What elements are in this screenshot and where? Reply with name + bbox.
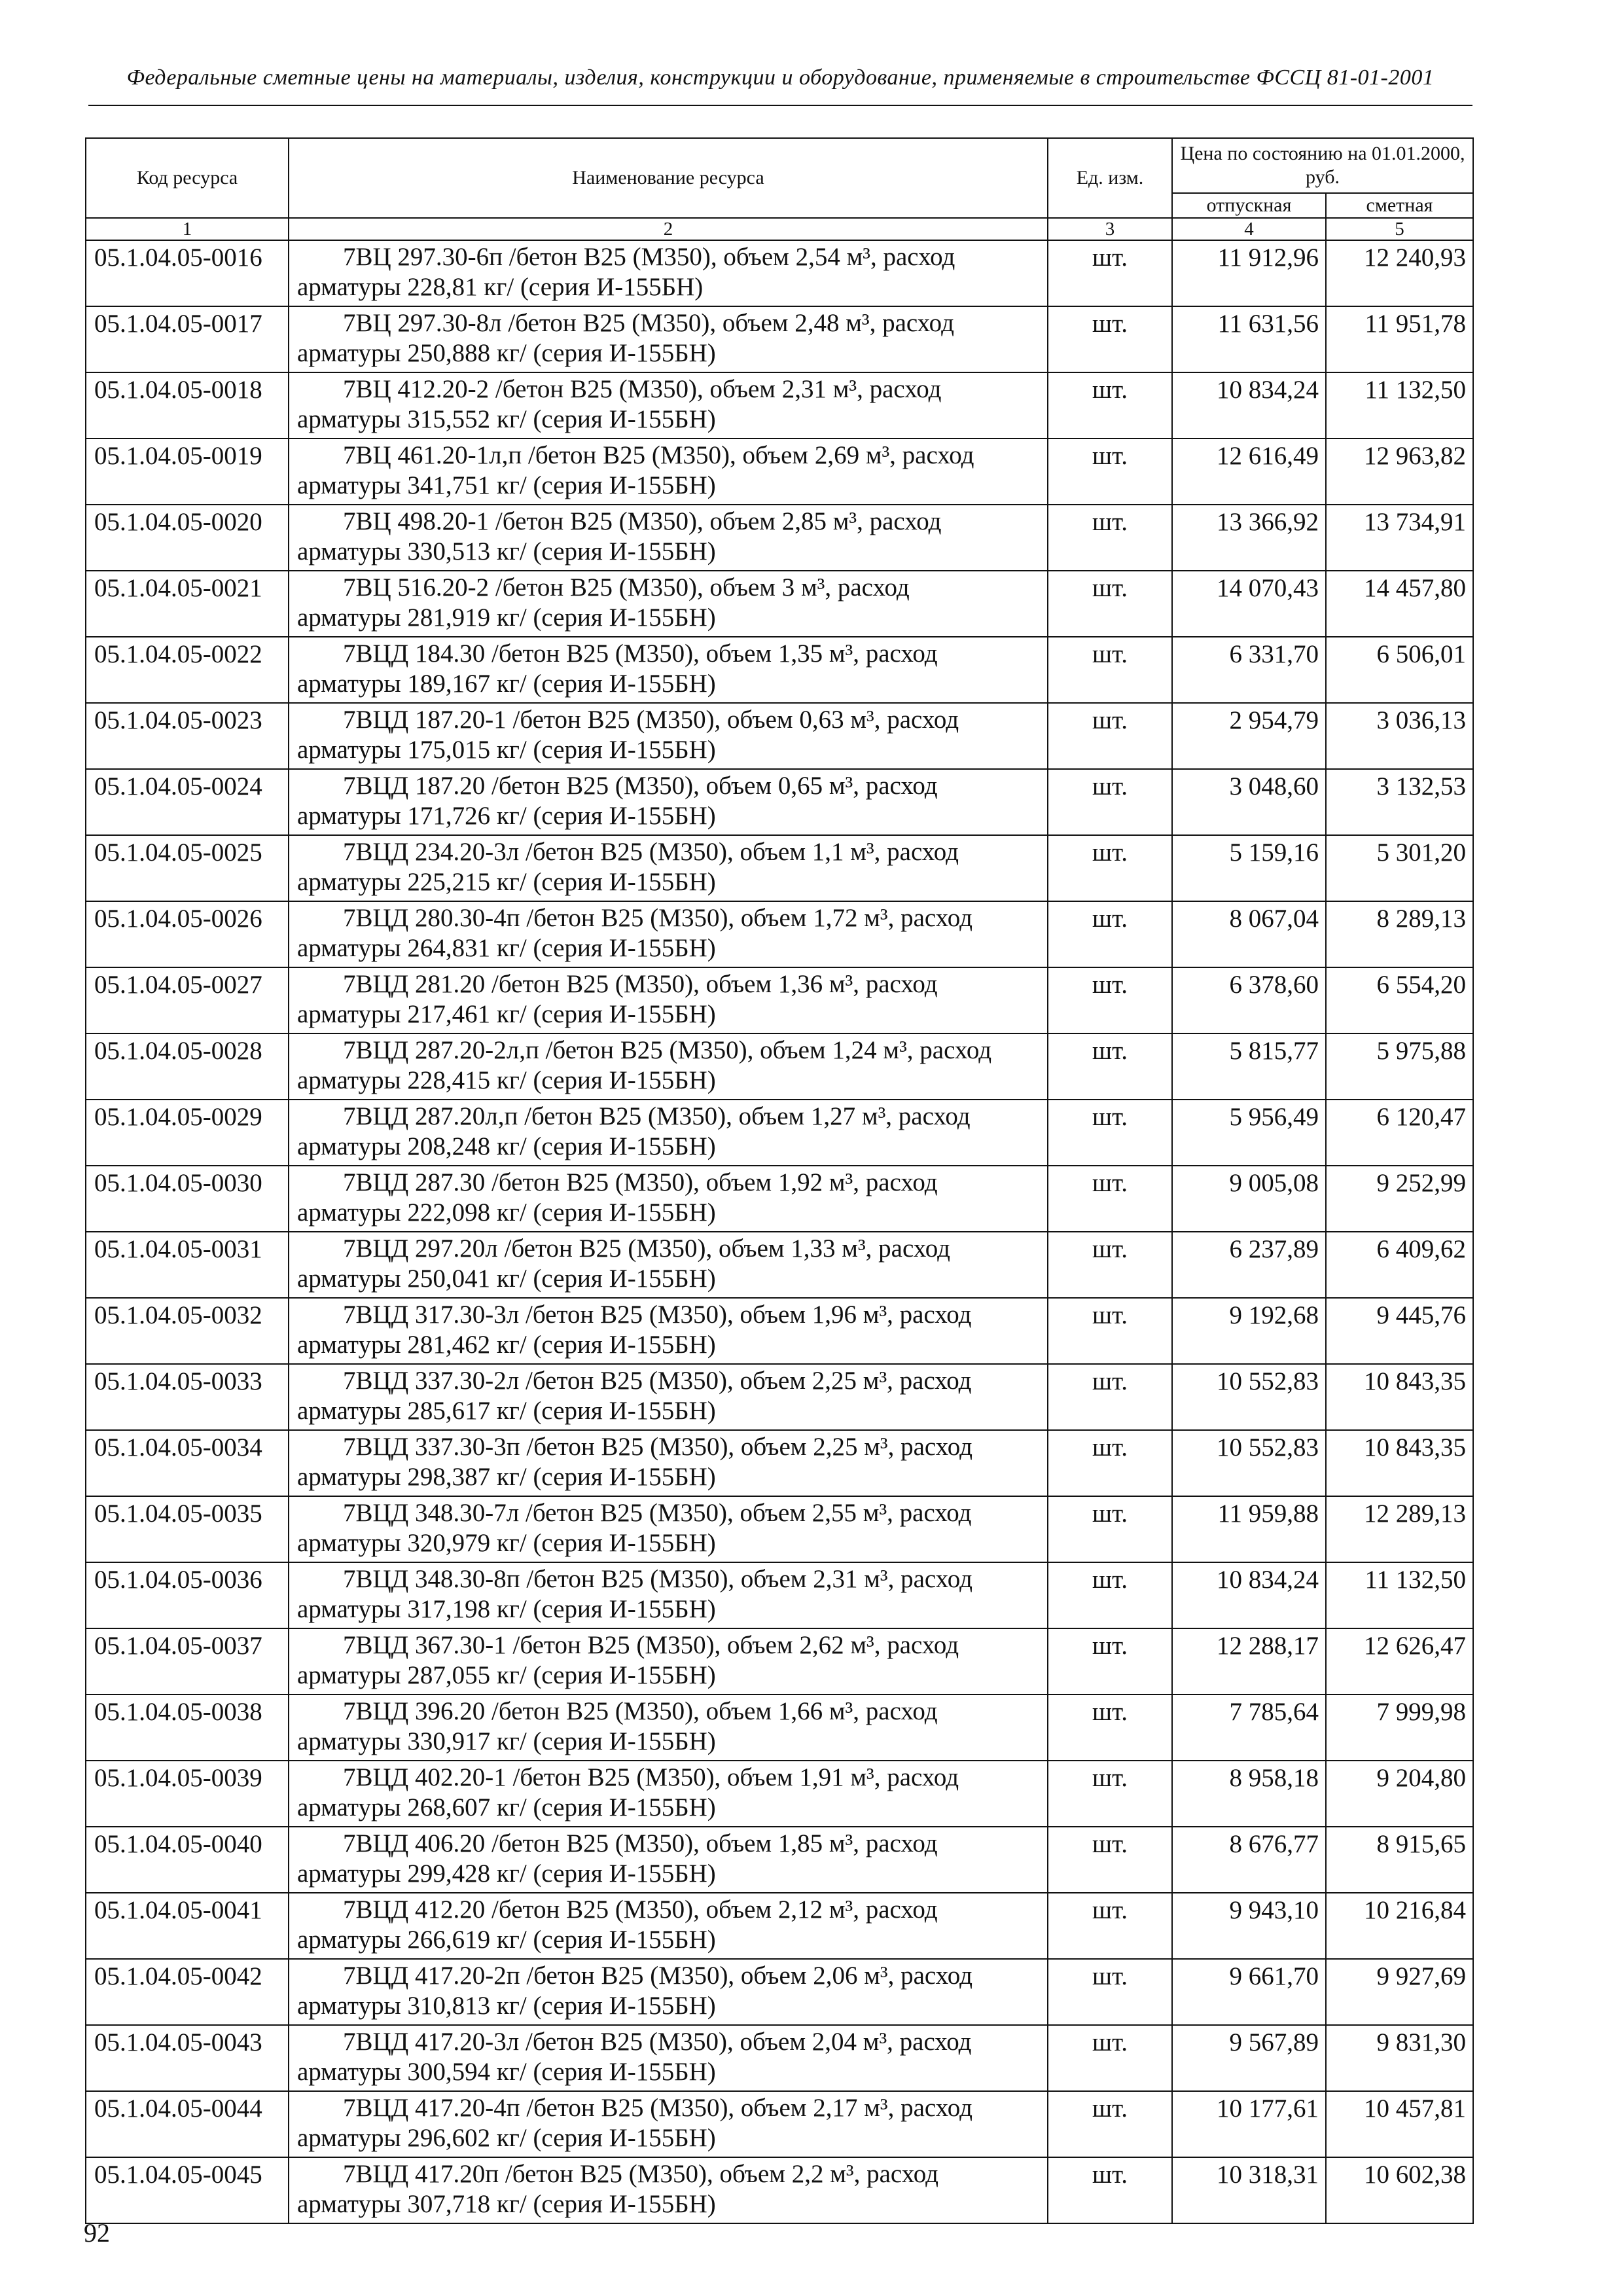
resource-code: 05.1.04.05-0043 bbox=[86, 2025, 289, 2091]
release-price: 9 661,70 bbox=[1172, 1959, 1326, 2025]
unit: шт. bbox=[1048, 1496, 1172, 1562]
table-row bbox=[86, 967, 1473, 1033]
unit: шт. bbox=[1048, 967, 1172, 1033]
resource-name-line1: 7ВЦД 184.30 /бетон В25 (М350), объем 1,35 м³, расход bbox=[343, 639, 938, 668]
table-row bbox=[86, 2091, 1473, 2157]
unit: шт. bbox=[1048, 1166, 1172, 1232]
resource-name-line1: 7ВЦД 287.20-2л,п /бетон В25 (М350), объем 1,24 м³, расход bbox=[343, 1036, 992, 1064]
resource-name-line2: арматуры 228,81 кг/ (серия И-155БН) bbox=[297, 273, 704, 301]
resource-name bbox=[289, 1893, 1048, 1959]
resource-name-line1: 7ВЦ 297.30-8л /бетон В25 (М350), объем 2,48 м³, расход bbox=[343, 309, 954, 337]
resource-code: 05.1.04.05-0038 bbox=[86, 1695, 289, 1761]
release-price: 12 288,17 bbox=[1172, 1628, 1326, 1695]
table-row bbox=[86, 240, 1473, 306]
resource-code: 05.1.04.05-0028 bbox=[86, 1033, 289, 1100]
resource-name-line1: 7ВЦД 367.30-1 /бетон В25 (М350), объем 2,62 м³, расход bbox=[343, 1631, 959, 1659]
table-row bbox=[86, 1232, 1473, 1298]
resource-name bbox=[289, 240, 1048, 306]
estimate-price: 5 975,88 bbox=[1326, 1033, 1473, 1100]
resource-name bbox=[289, 769, 1048, 835]
page-number: 92 bbox=[84, 2218, 110, 2248]
table-body bbox=[86, 240, 1473, 2223]
unit: шт. bbox=[1048, 1100, 1172, 1166]
header-rule bbox=[88, 105, 1472, 106]
resource-name-line1: 7ВЦД 406.20 /бетон В25 (М350), объем 1,85 м³, расход bbox=[343, 1829, 938, 1857]
resource-code: 05.1.04.05-0017 bbox=[86, 306, 289, 372]
resource-name-line2: арматуры 217,461 кг/ (серия И-155БН) bbox=[297, 1000, 716, 1028]
resource-name-line1: 7ВЦД 417.20-4п /бетон В25 (М350), объем 2,17 м³, расход bbox=[343, 2094, 972, 2122]
release-price: 9 005,08 bbox=[1172, 1166, 1326, 1232]
resource-name-line2: арматуры 330,513 кг/ (серия И-155БН) bbox=[297, 537, 716, 565]
unit: шт. bbox=[1048, 2091, 1172, 2157]
resource-code: 05.1.04.05-0021 bbox=[86, 571, 289, 637]
resource-name-line2: арматуры 307,718 кг/ (серия И-155БН) bbox=[297, 2190, 716, 2218]
estimate-price: 6 120,47 bbox=[1326, 1100, 1473, 1166]
estimate-price: 5 301,20 bbox=[1326, 835, 1473, 901]
table-row bbox=[86, 901, 1473, 967]
table-row bbox=[86, 1761, 1473, 1827]
resource-name-line1: 7ВЦД 317.30-3л /бетон В25 (М350), объем 1,96 м³, расход bbox=[343, 1300, 972, 1329]
release-price: 6 237,89 bbox=[1172, 1232, 1326, 1298]
estimate-price: 6 409,62 bbox=[1326, 1232, 1473, 1298]
col-header-price-group: Цена по состоянию на 01.01.2000, руб. bbox=[1172, 138, 1473, 193]
unit: шт. bbox=[1048, 505, 1172, 571]
resource-code: 05.1.04.05-0033 bbox=[86, 1364, 289, 1430]
resource-code: 05.1.04.05-0018 bbox=[86, 372, 289, 439]
resource-name bbox=[289, 2091, 1048, 2157]
resource-name-line2: арматуры 189,167 кг/ (серия И-155БН) bbox=[297, 670, 716, 698]
table-row bbox=[86, 703, 1473, 769]
table-row bbox=[86, 505, 1473, 571]
resource-name-line1: 7ВЦД 417.20п /бетон В25 (М350), объем 2,2 м³, расход bbox=[343, 2160, 938, 2188]
resource-name-line2: арматуры 320,979 кг/ (серия И-155БН) bbox=[297, 1529, 716, 1557]
unit: шт. bbox=[1048, 439, 1172, 505]
resource-name-line1: 7ВЦД 396.20 /бетон В25 (М350), объем 1,66 м³, расход bbox=[343, 1697, 938, 1725]
estimate-price: 9 252,99 bbox=[1326, 1166, 1473, 1232]
resource-name bbox=[289, 571, 1048, 637]
estimate-price: 10 457,81 bbox=[1326, 2091, 1473, 2157]
release-price: 11 912,96 bbox=[1172, 240, 1326, 306]
col-header-estimate-price: сметная bbox=[1326, 193, 1473, 218]
price-table bbox=[85, 137, 1474, 2224]
release-price: 10 177,61 bbox=[1172, 2091, 1326, 2157]
resource-code: 05.1.04.05-0025 bbox=[86, 835, 289, 901]
table-row bbox=[86, 2157, 1473, 2223]
estimate-price: 7 999,98 bbox=[1326, 1695, 1473, 1761]
unit: шт. bbox=[1048, 1033, 1172, 1100]
estimate-price: 8 915,65 bbox=[1326, 1827, 1473, 1893]
unit: шт. bbox=[1048, 769, 1172, 835]
resource-name-line2: арматуры 171,726 кг/ (серия И-155БН) bbox=[297, 802, 716, 830]
resource-name bbox=[289, 1628, 1048, 1695]
resource-name bbox=[289, 1827, 1048, 1893]
release-price: 10 834,24 bbox=[1172, 1562, 1326, 1628]
table-row bbox=[86, 835, 1473, 901]
unit: шт. bbox=[1048, 637, 1172, 703]
unit: шт. bbox=[1048, 2025, 1172, 2091]
resource-name-line2: арматуры 175,015 кг/ (серия И-155БН) bbox=[297, 736, 716, 764]
estimate-price: 9 204,80 bbox=[1326, 1761, 1473, 1827]
table-row bbox=[86, 1364, 1473, 1430]
table-row bbox=[86, 2025, 1473, 2091]
table-row bbox=[86, 1033, 1473, 1100]
resource-name-line2: арматуры 228,415 кг/ (серия И-155БН) bbox=[297, 1066, 716, 1094]
resource-name-line2: арматуры 225,215 кг/ (серия И-155БН) bbox=[297, 868, 716, 896]
table-row bbox=[86, 1628, 1473, 1695]
resource-name bbox=[289, 967, 1048, 1033]
table-row bbox=[86, 1496, 1473, 1562]
estimate-price: 3 036,13 bbox=[1326, 703, 1473, 769]
resource-name bbox=[289, 1496, 1048, 1562]
resource-name bbox=[289, 703, 1048, 769]
unit: шт. bbox=[1048, 240, 1172, 306]
resource-name bbox=[289, 1298, 1048, 1364]
estimate-price: 11 132,50 bbox=[1326, 1562, 1473, 1628]
table-row bbox=[86, 1695, 1473, 1761]
resource-name-line1: 7ВЦ 498.20-1 /бетон В25 (М350), объем 2,85 м³, расход bbox=[343, 507, 942, 535]
resource-name-line1: 7ВЦД 402.20-1 /бетон В25 (М350), объем 1,91 м³, расход bbox=[343, 1763, 959, 1791]
resource-name-line1: 7ВЦД 337.30-3п /бетон В25 (М350), объем 2,25 м³, расход bbox=[343, 1433, 972, 1461]
unit: шт. bbox=[1048, 1959, 1172, 2025]
resource-name bbox=[289, 1232, 1048, 1298]
estimate-price: 12 963,82 bbox=[1326, 439, 1473, 505]
estimate-price: 12 240,93 bbox=[1326, 240, 1473, 306]
resource-name bbox=[289, 1959, 1048, 2025]
column-number: 4 bbox=[1172, 218, 1326, 240]
table-row bbox=[86, 1298, 1473, 1364]
resource-name-line2: арматуры 287,055 кг/ (серия И-155БН) bbox=[297, 1661, 716, 1689]
table-row bbox=[86, 1100, 1473, 1166]
resource-name bbox=[289, 505, 1048, 571]
estimate-price: 6 506,01 bbox=[1326, 637, 1473, 703]
table-row bbox=[86, 769, 1473, 835]
resource-name-line2: арматуры 264,831 кг/ (серия И-155БН) bbox=[297, 934, 716, 962]
resource-code: 05.1.04.05-0019 bbox=[86, 439, 289, 505]
resource-code: 05.1.04.05-0044 bbox=[86, 2091, 289, 2157]
release-price: 5 159,16 bbox=[1172, 835, 1326, 901]
unit: шт. bbox=[1048, 1430, 1172, 1496]
resource-name-line1: 7ВЦД 280.30-4п /бетон В25 (М350), объем 1,72 м³, расход bbox=[343, 904, 972, 932]
resource-name-line1: 7ВЦД 417.20-2п /бетон В25 (М350), объем 2,06 м³, расход bbox=[343, 1962, 972, 1990]
resource-name-line2: арматуры 266,619 кг/ (серия И-155БН) bbox=[297, 1926, 716, 1954]
resource-code: 05.1.04.05-0040 bbox=[86, 1827, 289, 1893]
estimate-price: 11 132,50 bbox=[1326, 372, 1473, 439]
table-row bbox=[86, 637, 1473, 703]
estimate-price: 10 216,84 bbox=[1326, 1893, 1473, 1959]
resource-name-line2: арматуры 250,041 кг/ (серия И-155БН) bbox=[297, 1265, 716, 1293]
resource-name-line2: арматуры 281,462 кг/ (серия И-155БН) bbox=[297, 1331, 716, 1359]
estimate-price: 13 734,91 bbox=[1326, 505, 1473, 571]
col-header-code: Код ресурса bbox=[86, 138, 289, 218]
release-price: 9 192,68 bbox=[1172, 1298, 1326, 1364]
resource-name bbox=[289, 306, 1048, 372]
column-number: 2 bbox=[289, 218, 1048, 240]
estimate-price: 10 602,38 bbox=[1326, 2157, 1473, 2223]
estimate-price: 14 457,80 bbox=[1326, 571, 1473, 637]
resource-name-line2: арматуры 330,917 кг/ (серия И-155БН) bbox=[297, 1727, 716, 1755]
resource-name-line2: арматуры 250,888 кг/ (серия И-155БН) bbox=[297, 339, 716, 367]
resource-name-line1: 7ВЦ 461.20-1л,п /бетон В25 (М350), объем 2,69 м³, расход bbox=[343, 441, 974, 469]
resource-code: 05.1.04.05-0039 bbox=[86, 1761, 289, 1827]
unit: шт. bbox=[1048, 1364, 1172, 1430]
resource-name-line1: 7ВЦД 234.20-3л /бетон В25 (М350), объем 1,1 м³, расход bbox=[343, 838, 959, 866]
release-price: 7 785,64 bbox=[1172, 1695, 1326, 1761]
estimate-price: 11 951,78 bbox=[1326, 306, 1473, 372]
release-price: 8 067,04 bbox=[1172, 901, 1326, 967]
resource-name-line1: 7ВЦД 187.20-1 /бетон В25 (М350), объем 0,63 м³, расход bbox=[343, 706, 959, 734]
col-header-name: Наименование ресурса bbox=[289, 138, 1048, 218]
running-header: Федеральные сметные цены на материалы, изделия, конструкции и оборудование, применяемые в строительстве ФССЦ 81-01-2001 bbox=[126, 65, 1435, 90]
resource-name bbox=[289, 1761, 1048, 1827]
unit: шт. bbox=[1048, 1298, 1172, 1364]
resource-name-line2: арматуры 298,387 кг/ (серия И-155БН) bbox=[297, 1463, 716, 1491]
estimate-price: 10 843,35 bbox=[1326, 1364, 1473, 1430]
unit: шт. bbox=[1048, 1695, 1172, 1761]
resource-name-line1: 7ВЦ 297.30-6п /бетон В25 (М350), объем 2,54 м³, расход bbox=[343, 243, 955, 271]
resource-name-line1: 7ВЦ 412.20-2 /бетон В25 (М350), объем 2,31 м³, расход bbox=[343, 375, 942, 403]
resource-code: 05.1.04.05-0036 bbox=[86, 1562, 289, 1628]
unit: шт. bbox=[1048, 835, 1172, 901]
estimate-price: 10 843,35 bbox=[1326, 1430, 1473, 1496]
table-row bbox=[86, 306, 1473, 372]
unit: шт. bbox=[1048, 1562, 1172, 1628]
release-price: 3 048,60 bbox=[1172, 769, 1326, 835]
resource-code: 05.1.04.05-0031 bbox=[86, 1232, 289, 1298]
release-price: 8 958,18 bbox=[1172, 1761, 1326, 1827]
table-row bbox=[86, 1562, 1473, 1628]
resource-name-line2: арматуры 300,594 кг/ (серия И-155БН) bbox=[297, 2058, 716, 2086]
release-price: 10 834,24 bbox=[1172, 372, 1326, 439]
release-price: 5 815,77 bbox=[1172, 1033, 1326, 1100]
table-row bbox=[86, 1893, 1473, 1959]
resource-code: 05.1.04.05-0037 bbox=[86, 1628, 289, 1695]
release-price: 9 567,89 bbox=[1172, 2025, 1326, 2091]
resource-name-line2: арматуры 341,751 кг/ (серия И-155БН) bbox=[297, 471, 716, 499]
resource-code: 05.1.04.05-0016 bbox=[86, 240, 289, 306]
resource-name bbox=[289, 1430, 1048, 1496]
resource-name bbox=[289, 835, 1048, 901]
col-header-release-price: отпускная bbox=[1172, 193, 1326, 218]
col-header-unit: Ед. изм. bbox=[1048, 138, 1172, 218]
resource-name-line2: арматуры 281,919 кг/ (серия И-155БН) bbox=[297, 603, 716, 632]
release-price: 12 616,49 bbox=[1172, 439, 1326, 505]
resource-code: 05.1.04.05-0020 bbox=[86, 505, 289, 571]
estimate-price: 8 289,13 bbox=[1326, 901, 1473, 967]
resource-name-line2: арматуры 296,602 кг/ (серия И-155БН) bbox=[297, 2124, 716, 2152]
release-price: 13 366,92 bbox=[1172, 505, 1326, 571]
resource-name-line1: 7ВЦД 348.30-7л /бетон В25 (М350), объем 2,55 м³, расход bbox=[343, 1499, 972, 1527]
column-number: 1 bbox=[86, 218, 289, 240]
resource-name-line2: арматуры 285,617 кг/ (серия И-155БН) bbox=[297, 1397, 716, 1425]
resource-code: 05.1.04.05-0032 bbox=[86, 1298, 289, 1364]
release-price: 10 552,83 bbox=[1172, 1430, 1326, 1496]
resource-name bbox=[289, 1033, 1048, 1100]
table-row bbox=[86, 372, 1473, 439]
resource-name-line2: арматуры 268,607 кг/ (серия И-155БН) bbox=[297, 1793, 716, 1821]
resource-code: 05.1.04.05-0026 bbox=[86, 901, 289, 967]
resource-name-line1: 7ВЦД 412.20 /бетон В25 (М350), объем 2,12 м³, расход bbox=[343, 1895, 938, 1924]
resource-name bbox=[289, 2025, 1048, 2091]
resource-name-line2: арматуры 317,198 кг/ (серия И-155БН) bbox=[297, 1595, 716, 1623]
unit: шт. bbox=[1048, 571, 1172, 637]
unit: шт. bbox=[1048, 901, 1172, 967]
resource-name bbox=[289, 1695, 1048, 1761]
table-row bbox=[86, 1827, 1473, 1893]
resource-name-line1: 7ВЦД 337.30-2л /бетон В25 (М350), объем 2,25 м³, расход bbox=[343, 1367, 972, 1395]
resource-name bbox=[289, 1100, 1048, 1166]
estimate-price: 3 132,53 bbox=[1326, 769, 1473, 835]
resource-code: 05.1.04.05-0041 bbox=[86, 1893, 289, 1959]
column-number: 3 bbox=[1048, 218, 1172, 240]
resource-name bbox=[289, 901, 1048, 967]
release-price: 11 631,56 bbox=[1172, 306, 1326, 372]
unit: шт. bbox=[1048, 1893, 1172, 1959]
resource-code: 05.1.04.05-0035 bbox=[86, 1496, 289, 1562]
release-price: 10 552,83 bbox=[1172, 1364, 1326, 1430]
resource-name-line2: арматуры 222,098 кг/ (серия И-155БН) bbox=[297, 1198, 716, 1227]
estimate-price: 9 831,30 bbox=[1326, 2025, 1473, 2091]
release-price: 11 959,88 bbox=[1172, 1496, 1326, 1562]
table-row bbox=[86, 439, 1473, 505]
table-row bbox=[86, 1166, 1473, 1232]
resource-name bbox=[289, 372, 1048, 439]
estimate-price: 9 927,69 bbox=[1326, 1959, 1473, 2025]
unit: шт. bbox=[1048, 2157, 1172, 2223]
release-price: 5 956,49 bbox=[1172, 1100, 1326, 1166]
table-row bbox=[86, 1959, 1473, 2025]
resource-name-line2: арматуры 299,428 кг/ (серия И-155БН) bbox=[297, 1859, 716, 1888]
release-price: 2 954,79 bbox=[1172, 703, 1326, 769]
unit: шт. bbox=[1048, 703, 1172, 769]
resource-name-line2: арматуры 315,552 кг/ (серия И-155БН) bbox=[297, 405, 716, 433]
resource-name-line1: 7ВЦД 287.30 /бетон В25 (М350), объем 1,92 м³, расход bbox=[343, 1168, 938, 1196]
resource-name-line1: 7ВЦД 297.20л /бетон В25 (М350), объем 1,33 м³, расход bbox=[343, 1234, 951, 1263]
resource-name-line1: 7ВЦД 348.30-8п /бетон В25 (М350), объем 2,31 м³, расход bbox=[343, 1565, 972, 1593]
release-price: 6 378,60 bbox=[1172, 967, 1326, 1033]
resource-name bbox=[289, 2157, 1048, 2223]
resource-name bbox=[289, 439, 1048, 505]
resource-name bbox=[289, 637, 1048, 703]
release-price: 10 318,31 bbox=[1172, 2157, 1326, 2223]
resource-code: 05.1.04.05-0022 bbox=[86, 637, 289, 703]
release-price: 6 331,70 bbox=[1172, 637, 1326, 703]
release-price: 9 943,10 bbox=[1172, 1893, 1326, 1959]
resource-code: 05.1.04.05-0042 bbox=[86, 1959, 289, 2025]
resource-name bbox=[289, 1562, 1048, 1628]
resource-name-line1: 7ВЦД 417.20-3л /бетон В25 (М350), объем 2,04 м³, расход bbox=[343, 2028, 972, 2056]
unit: шт. bbox=[1048, 1628, 1172, 1695]
estimate-price: 6 554,20 bbox=[1326, 967, 1473, 1033]
unit: шт. bbox=[1048, 306, 1172, 372]
unit: шт. bbox=[1048, 1761, 1172, 1827]
estimate-price: 12 626,47 bbox=[1326, 1628, 1473, 1695]
resource-code: 05.1.04.05-0027 bbox=[86, 967, 289, 1033]
resource-name bbox=[289, 1166, 1048, 1232]
release-price: 8 676,77 bbox=[1172, 1827, 1326, 1893]
resource-code: 05.1.04.05-0045 bbox=[86, 2157, 289, 2223]
unit: шт. bbox=[1048, 1232, 1172, 1298]
unit: шт. bbox=[1048, 1827, 1172, 1893]
resource-code: 05.1.04.05-0030 bbox=[86, 1166, 289, 1232]
resource-code: 05.1.04.05-0029 bbox=[86, 1100, 289, 1166]
table-row bbox=[86, 1430, 1473, 1496]
resource-name-line1: 7ВЦД 281.20 /бетон В25 (М350), объем 1,36 м³, расход bbox=[343, 970, 938, 998]
resource-code: 05.1.04.05-0024 bbox=[86, 769, 289, 835]
release-price: 14 070,43 bbox=[1172, 571, 1326, 637]
resource-name-line2: арматуры 310,813 кг/ (серия И-155БН) bbox=[297, 1992, 716, 2020]
column-number: 5 bbox=[1326, 218, 1473, 240]
resource-code: 05.1.04.05-0034 bbox=[86, 1430, 289, 1496]
resource-name-line1: 7ВЦ 516.20-2 /бетон В25 (М350), объем 3 м³, расход bbox=[343, 573, 910, 601]
resource-code: 05.1.04.05-0023 bbox=[86, 703, 289, 769]
resource-name bbox=[289, 1364, 1048, 1430]
resource-name-line2: арматуры 208,248 кг/ (серия И-155БН) bbox=[297, 1132, 716, 1160]
column-number-row bbox=[86, 218, 1473, 240]
resource-name-line1: 7ВЦД 287.20л,п /бетон В25 (М350), объем 1,27 м³, расход bbox=[343, 1102, 971, 1130]
table-row bbox=[86, 571, 1473, 637]
estimate-price: 9 445,76 bbox=[1326, 1298, 1473, 1364]
unit: шт. bbox=[1048, 372, 1172, 439]
estimate-price: 12 289,13 bbox=[1326, 1496, 1473, 1562]
resource-name-line1: 7ВЦД 187.20 /бетон В25 (М350), объем 0,65 м³, расход bbox=[343, 772, 938, 800]
